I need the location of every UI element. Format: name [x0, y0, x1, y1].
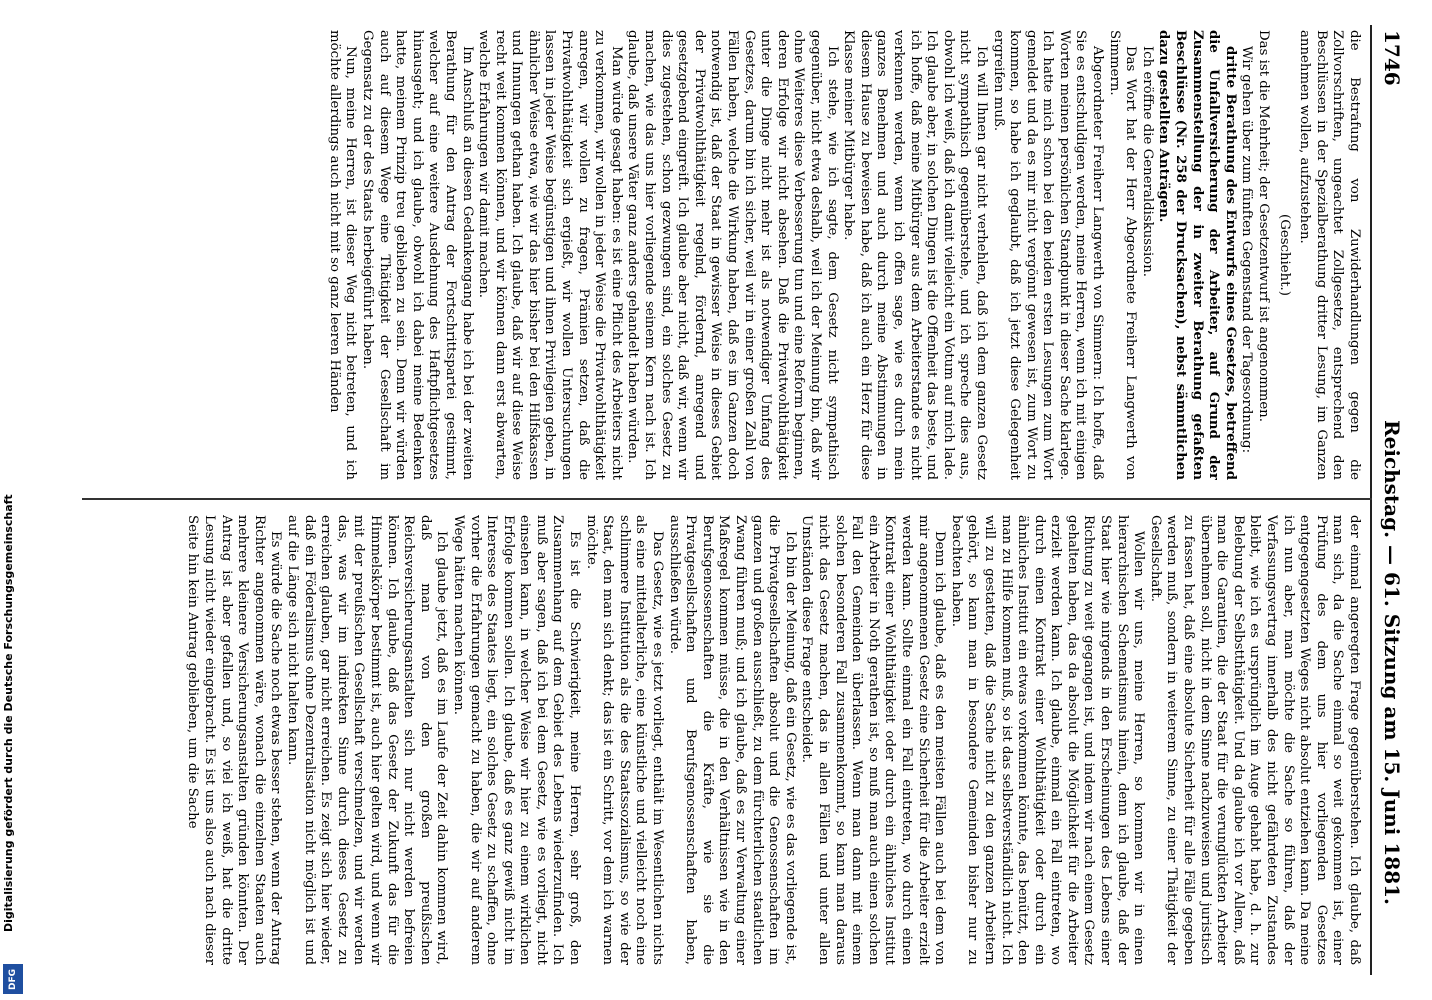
paragraph: die Bestrafung von Zuwiderhandlungen gegen die Zollvorschriften, ungeachtet Zollgesetze, entsprechend den Beschlüssen in der Spezialberathung dritter Lesung, im Ganzen annehmen wollen, aufzustehen.	[1297, 30, 1362, 480]
digitization-credit: Digitalisierung gefördert durch die Deutsche Forschungsgemeinschaft	[2, 494, 15, 932]
paragraph: Ich glaube jetzt, daß es im Laufe der Zeit dahin kommen wird, daß man von den großen preußischen Reichsversicherungsanstalten sich nur nicht werden befreien können. Ich glaube, daß das Gesetz der Zukunft das für die Himmelskörper bestimmt ist, auch hier gelten wird, und wenn wir mit der preußischen Gesellschaft verschmelzen, und wir werden das, was wir im indirekten Sinne durch dieses Gesetz zu erreichen glauben, gar nicht erreichen. Es zeigt sich hier wieder, daß ein Föderalismus ohne Dezentralisation nicht möglich ist und auf die Länge sich nicht halten kann.	[285, 515, 450, 965]
paragraph: Abgeordneter Freiherr Langwerth von Simmern: Ich hoffe, daß Sie es entschuldigen werden, meine Herren, wenn ich mit einigen Worten meinen persönlichen Standpunkt in dieser Sache klarlege. Ich hatte mich schon bei den beiden ersten Lesungen zum Wort gemeldet und da es mir nicht vergönnt gewesen ist, zum Wort zu kommen, so habe ich geglaubt, daß ich jetzt diese Gelegenheit ergreifen muß.	[990, 30, 1106, 480]
paragraph: Das Gesetz, wie es jetzt vorliegt, enthält im Wesentlichen nichts als eine mittelalterliche, eine künstliche und vielleicht noch eine schlimmere Institution als die des Staatssozialismus, so wie der Staat, den man sich denkt; das ist ein Schritt, vor dem ich warnen möchte.	[583, 515, 666, 965]
paragraph: der einmal angeregten Frage gegenüberstehen. Ich glaube, daß man sich, da die Sache einmal so weit gekommen ist, einer Prüfung des dem uns hier vorliegenden Gesetzes entgegengesetzten Weges nicht absolut entziehen kann. Da meine ich nun aber, man möchte die Sache so führen, daß der Verfassungsvertrag innerhalb des nicht gefährdeten Zustandes bleibt, wie ich es ursprünglich im Auge gehabt habe, d. h. zur Belebung der Selbstthätigkeit. Und da glaube ich vor Allem, daß man die Garantien, die der Staat für die verunglückten Arbeiter übernehmen soll, nicht in dem Sinne nachzuweisen und juristisch zu fassen hat, daß eine absolute Sicherheit für alle Fälle gegeben werden muß, sondern in weiterem Sinne, zu einer Thätigkeit der Gesellschaft.	[1147, 515, 1362, 965]
paragraph: Wir gehen über zum fünften Gegenstand der Tagesordnung:	[1239, 45, 1255, 454]
page-header	[1374, 30, 1404, 970]
dfg-logo: DFG	[3, 964, 23, 994]
page-number: 1746	[1380, 30, 1404, 86]
left-column	[82, 30, 1362, 480]
paragraph: Wollen wir uns, meine Herren, so kommen wir in einen hierarchischen Schematismus hinein, denn ich glaube, daß der Staat hier wie nirgends in den Erscheinungen des Lebens einer Richtung zu weit gegangen ist, und indem wir nach einem Gesetz gehalten haben, das da absolut die Möglichkeit für die Arbeiter erzielt werden kann. Ich glaube, einmal ein Fall eintreten, wo durch einen Kontrakt einer Wohlthätigkeit oder durch ein ähnliches Institut ein etwas vorkommen könnte, das benützt, den man zu Hilfe kommen muß, so ist das selbstverständlich nicht. Ich will zu gestatten, daß die Sache nicht zu den ganzen Arbeitern gehört, so kann man in besondere Gemeinden bisher nur zu beachten haben.	[948, 515, 1147, 965]
header-rule	[1370, 25, 1372, 975]
paragraph: Nun, meine Herren, ist dieser Weg nicht betreten, und ich möchte allerdings auch nicht mit so ganz leeren Händen	[326, 30, 359, 480]
paragraph: Im Anschluß an diesen Gedankengang habe ich bei der zweiten Berathung für den Antrag der Fortschrittspartei gestimmt, welcher auf eine weitere Ausdehnung des Haftpflichtgesetzes hinausgeht; und ich glaube, obwohl ich dabei meine Bedenken hatte, meinem Prinzip treu geblieben zu sein. Denn wir würden auch auf diesem Wege eine Thätigkeit der Gesellschaft im Gegensatz zu der des Staats herbeigeführt haben.	[359, 30, 475, 480]
paragraph: Das Wort hat der Herr Abgeordnete Freiherr Langwerth von Simmern.	[1106, 30, 1139, 480]
paragraph: Es würde die Sache noch etwas besser stehen, wenn der Antrag Richter angenommen wäre, wonach die einzelnen Staaten auch mehrere kleinere Versicherungsanstalten gründen könnten. Der Antrag ist aber gefallen und, so viel ich weiß, hat die dritte Lesung nicht wieder eingebracht. Es ist uns also auch nach dieser Seite hin kein Antrag geblieben, um die Sache	[185, 515, 284, 965]
paragraph: Ich eröffne die Generaldiskussion.	[1139, 45, 1155, 278]
paragraph: Denn ich glaube, daß es den meisten Fällen auch bei dem von mir angenommenen Gesetz eine Sicherheit für die Arbeiter erzielt werden kann. Sollte einmal ein Fall eintreten, wo durch einen Kontrakt einer Wohlthätigkeit oder durch ein ähnliches Institut ein Arbeiter in Noth gerathen ist, so muß man auch einen solchen Fall den Gemeinden überlassen. Wenn man dann mit einem solchen besonderen Fall zusammenkommt, so kann man daraus nicht das Gesetz machen, das in allen Fällen und unter allen Umständen diese Frage entscheidet.	[799, 515, 948, 965]
right-column	[82, 515, 1362, 965]
paragraph: Man würde gesagt haben: es ist eine Pflicht des Arbeiters nicht zu verkommen, wir wollen in jeder Weise die Privatwohlthätigkeit anregen, wir wollen zu fragen, Prämien setzen, daß die Privatwohlthätigkeit sich ergießt, wir wollen Untersuchungen lassen in jeder Weise begünstigen und ihnen Privilegien geben, in ähnlicher Weise etwa, wie wir das hier bisher bei den Hilfskassen und Innungen gethan haben. Ich glaube, daß wir auf diese Weise recht weit kommen können, und wir können dann erst abwarten, welche Erfahrungen wir damit machen.	[476, 30, 624, 480]
paragraph: Es ist die Schwierigkeit, meine Herren, sehr groß, den Zusammenhang auf dem Gebiet des Lebens wiederzufinden. Ich muß aber sagen, daß ich bei dem Gesetz, wie es vorliegt, nicht einsehen kann, in welcher Weise wir hier zu einem wirklichen Erfolge kommen sollen. Ich glaube, daß es ganz gewiß nicht im Interesse des Staates liegt, ein solches Gesetz zu schaffen, ohne vorher die Erfahrungen gemacht zu haben, die wir auf anderem Wege hätten machen können.	[450, 515, 583, 965]
paragraph: dritte Berathung des Entwurfs eines Gesetzes, betreffend die Unfallversicherung der Arbeiter, auf Grund der Zusammenstellung der in zweiter Berathung gefaßten Beschlüsse (Nr. 258 der Drucksachen), nebst sämmtlichen dazu gestellten Anträgen.	[1156, 30, 1238, 480]
column-divider	[82, 498, 1372, 500]
paragraph: Ich bin der Meinung, daß ein Gesetz, wie es das vorliegende ist, die Privatgesellschaften absolut und die Genossenschaften im ganzen und großen ausschließt, zu dem fürchterlichen staatlichen Zwang führen muß; und ich glaube, daß es zur Verwaltung einer Maßregel kommen müsse, die in den Verhältnissen wie in den Berufsgenossenschaften die Kräfte, wie sie die Privatgesellschaften und Berufsgenossenschaften haben, ausschließen würde.	[666, 515, 798, 965]
paragraph: Ich stehe, wie ich sagte, dem Gesetz nicht sympathisch gegenüber, nicht etwa deshalb, weil ich der Meinung bin, daß wir ohne Weiteres diese Verbesserung tun und eine Reform beginnen, deren Erfolge wir nicht absehen. Daß die Privatwohlthätigkeit unter die Dinge nicht mehr ist als notwendiger Umfang des Gesetzes, darum bin ich sicher, weil wir in einer großen Zahl von Fällen haben, welche die Wirkung haben, daß es im Ganzen doch notwendig ist, daß der Staat in gewisser Weise in dieses Gebiet der Privatwohlthätigkeit regelnd, fördernd, anregend und gesetzgebend eingreift. Ich glaube aber nicht, daß wir, wenn wir dies zugestehen, schon gezwungen sind, ein solches Gesetz zu machen, wie das uns hier vorliegende seinem Kern nach ist. Ich glaube, daß unsere Väter ganz anders gehandelt haben würden.	[625, 30, 840, 480]
paragraph: (Geschieht.)	[1276, 214, 1292, 296]
paragraph: Ich will Ihnen gar nicht verhehlen, daß ich dem ganzen Gesetz nicht sympathisch gegenüberstehe, und ich spreche dies aus, obwohl ich weiß, daß ich damit vielleicht ein Votum auf mich lade. Ich glaube aber, in solchen Dingen ist die Offenheit das beste, und ich hoffe, daß meine Mitbürger aus dem Arbeiterstande es nicht verkennen werden, wenn ich offen sage, wie es durch mein ganzes Benehmen und auch durch meine Abstimmungen in diesem Hause zu beweisen habe, daß ich auch ein Herz für diese Klasse meiner Mitbürger habe.	[841, 30, 989, 480]
page-title: Reichstag. — 61. Sitzung am 15. Juni 1881.	[1380, 420, 1404, 905]
paragraph: Das ist die Mehrheit; der Gesetzentwurf ist angenommen.	[1256, 30, 1272, 422]
